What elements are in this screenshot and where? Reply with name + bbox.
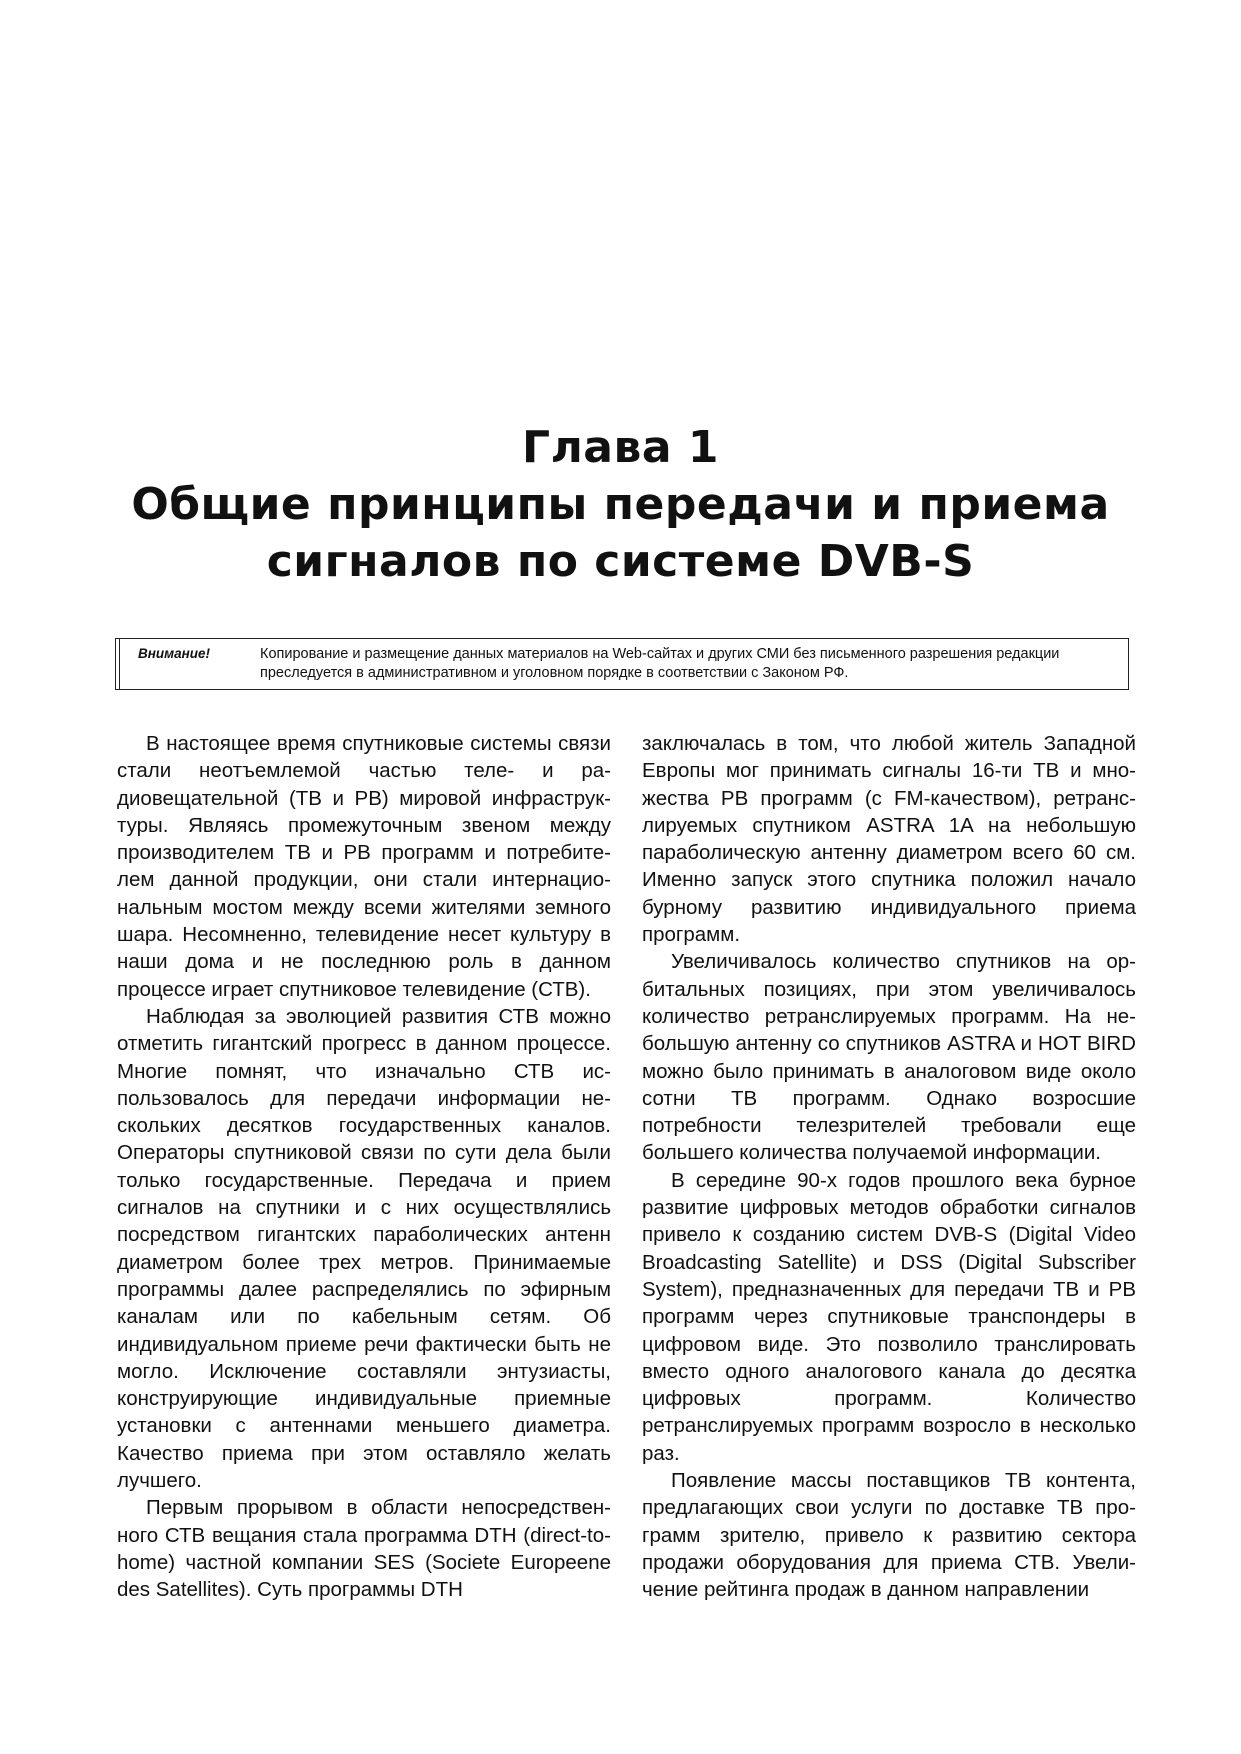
body-paragraph: Увеличивалось количество спутников на орбитальных позициях, при этом увеличивалось количество ретранслируемых программ. На небольшую антенну со спутников ASTRA и HOT BIRD можно было принимать в аналоговом виде около сотни ТВ программ. Однако возросшие потребности телезрителей требовали еще большего количества получаемой информации.: [642, 950, 1136, 1165]
chapter-title-line-1: Общие принципы передачи и приема: [131, 479, 1110, 530]
body-paragraph: Первым прорывом в области непосредственного СТВ вещания стала программа DTH (direct-to-home) частной компании SES (Societe Europeene des Satellites). Суть программы DTH: [117, 1496, 611, 1602]
body-paragraph-continuation: заключалась в том, что любой житель Западной Европы мог принимать сигналы 16-ти ТВ и множества РВ программ (с FM-качеством), ретранслируемых спутником ASTRA 1A на небольшую параболическую антенну диаметром всего 60 см. Именно запуск этого спутника положил начало бурному развитию индивидуального приема программ.: [642, 732, 1136, 947]
body-paragraph: Появление массы поставщиков ТВ контента, предлагающих свои услуги по доставке ТВ программ зрителю, привело к развитию сектора продажи оборудования для приема СТВ. Увеличение рейтинга продаж в данном направлении: [642, 1469, 1136, 1602]
body-paragraph: Наблюдая за эволюцией развития СТВ можно отметить гигантский прогресс в данном процессе. Многие помнят, что изначально СТВ использовалось для передачи информации нескольких десятков государственных каналов. Операторы спутниковой связи по сути дела были только государственные. Передача и прием сигналов на спутники и с них осуществлялись посредством гигантских параболических антенн диаметром более трех метров. Принимаемые программы далее распределялись по эфирным каналам или по кабельным сетям. Об индивидуальном приеме речи фактически быть не могло. Исключение составляли энтузиасты, конструирующие индивидуальные приемные установки с антеннами меньшего диаметра. Качество приема при этом оставляло желать лучшего.: [117, 1004, 611, 1493]
chapter-title-line-2: сигналов по системе DVB-S: [266, 536, 975, 587]
notice-text: Копирование и размещение данных материалов на Web-сайтах и других СМИ без письменного разрешения редакции преследуется в административном и уголовном порядке в соответствии с Законом РФ.: [260, 646, 1060, 681]
right-column: [642, 730, 1136, 1604]
chapter-number: Глава 1: [522, 422, 719, 473]
chapter-heading: [0, 420, 1241, 590]
left-column: [117, 730, 611, 1604]
body-paragraph: В середине 90-х годов прошлого века бурное развитие цифровых методов обработки сигналов привело к созданию систем DVB-S (Digital Video Broadcasting Satellite) и DSS (Digital Subscriber System), предназначенных для передачи ТВ и РВ программ через спутниковые транспондеры в цифровом виде. Это позволило транслировать вместо одного аналогового канала до десятка цифровых программ. Количество ретранслируемых программ возросло в несколько раз.: [642, 1168, 1136, 1465]
body-paragraph: В настоящее время спутниковые системы связи стали неотъемлемой частью теле- и радиовещательной (ТВ и РВ) мировой инфраструктуры. Являясь промежуточным звеном между производителем ТВ и РВ программ и потребителем данной продукции, они стали интернациональным мостом между всеми жителями земного шара. Несомненно, телевидение несет культуру в наши дома и не последнюю роль в данном процессе играет спутниковое телевидение (СТВ).: [117, 732, 611, 1001]
notice-label: Внимание!: [138, 646, 211, 661]
copyright-notice: [115, 638, 1129, 690]
